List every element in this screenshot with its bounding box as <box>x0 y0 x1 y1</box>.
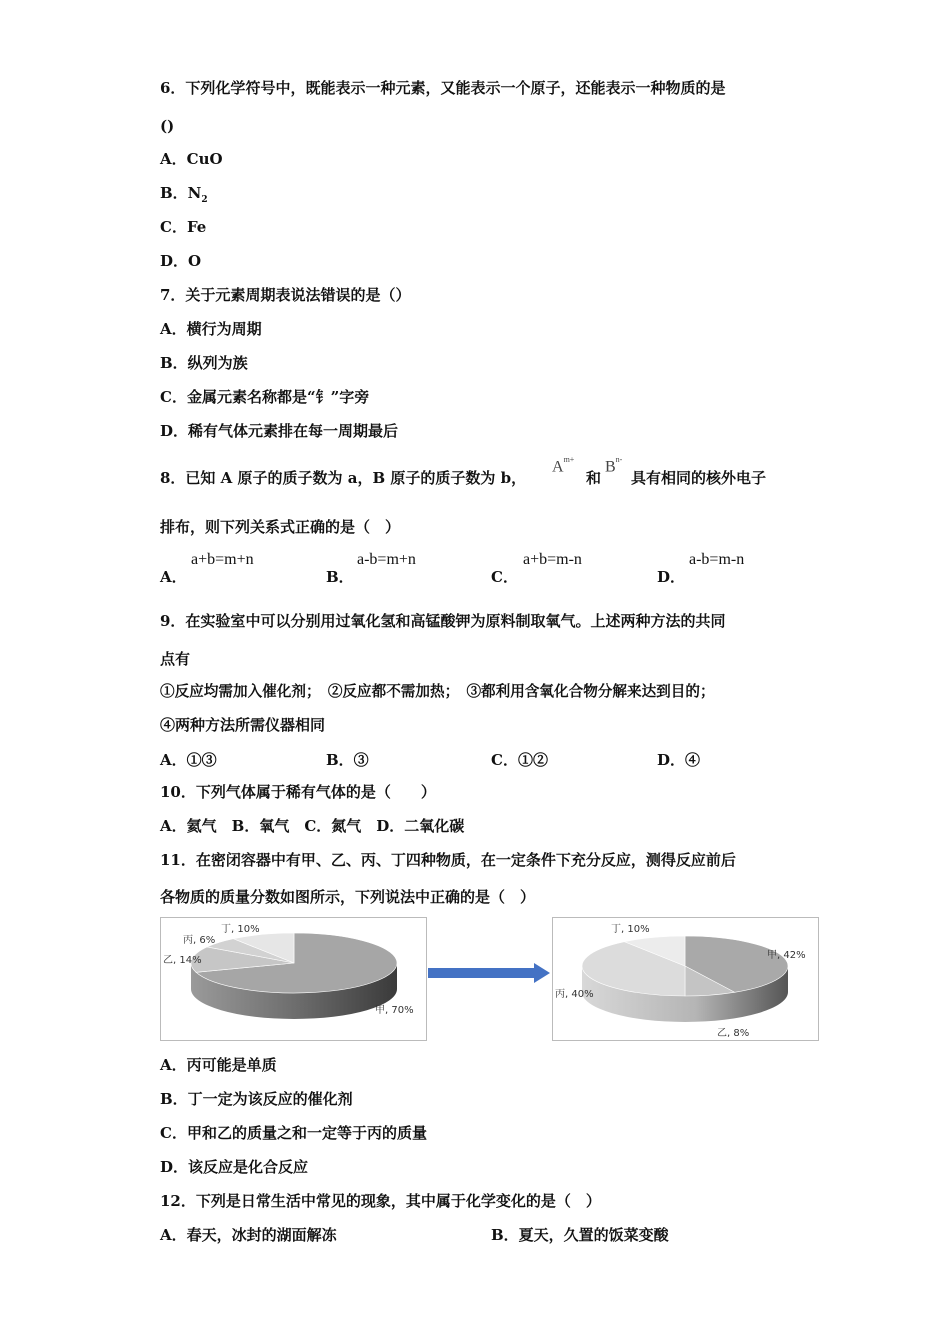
pie-after-label-yi: 乙, 8% <box>717 1028 750 1039</box>
q8-ion-a <box>552 455 575 476</box>
q8-option-b-letter: B． <box>326 568 354 586</box>
q9-statements-1: ①反应均需加入催化剂； ②反应都不需加热； ③都利用含氧化合物分解来达到目的； <box>160 683 715 700</box>
q8-option-a-formula: a+b=m+n <box>191 551 254 568</box>
q8-option-d-letter: D． <box>657 568 686 586</box>
q8-option-c-formula: a+b=m-n <box>523 551 582 568</box>
q9-option-c: C．①② <box>491 751 548 769</box>
pie-chart-after-svg <box>553 918 818 1040</box>
q9-stem-b: 点有 <box>160 650 191 668</box>
q8-option-d-formula: a-b=m-n <box>689 551 745 568</box>
q8-ion-b-symbol: B <box>605 458 616 476</box>
pie-chart-after <box>552 917 819 1041</box>
q6-option-b-text: B．N <box>160 184 202 202</box>
pie-before-label-ding: 丁, 10% <box>221 924 260 935</box>
q8-stem-a: 8．已知 A 原子的质子数为 a，B 原子的质子数为 b， <box>160 469 527 487</box>
q12-stem: 12．下列是日常生活中常见的现象，其中属于化学变化的是（ ） <box>160 1192 601 1210</box>
pie-after-label-ding: 丁, 10% <box>611 924 650 935</box>
q7-option-b: B．纵列为族 <box>160 354 248 372</box>
q8-option-c-letter: C． <box>491 568 518 586</box>
pie-before-label-bing: 丙, 6% <box>183 935 216 946</box>
q8-stem-c: 排布，则下列关系式正确的是（ ） <box>160 518 401 536</box>
q6-option-a: A．CuO <box>160 150 223 168</box>
q11-option-b: B．丁一定为该反应的催化剂 <box>160 1090 353 1108</box>
q7-stem: 7．关于元素周期表说法错误的是（） <box>160 286 411 304</box>
arrow-icon <box>428 963 552 983</box>
q8-and: 和 <box>586 469 602 487</box>
q8-stem-b: 具有相同的核外电子 <box>631 469 767 487</box>
q9-option-d: D．④ <box>657 751 701 769</box>
q6-stem: 6．下列化学符号中，既能表示一种元素，又能表示一个原子，还能表示一种物质的是 <box>160 79 726 97</box>
q9-stem-a: 9．在实验室中可以分别用过氧化氢和高锰酸钾为原料制取氧气。上述两种方法的共同 <box>160 612 726 630</box>
pie-chart-before <box>160 917 427 1041</box>
q6-option-d: D．O <box>160 252 202 270</box>
q6-paren: () <box>160 117 175 135</box>
q9-statements-2: ④两种方法所需仪器相同 <box>160 716 326 734</box>
q8-ion-a-charge: m+ <box>563 455 575 464</box>
q8-ion-b-charge: n- <box>615 455 623 464</box>
q9-option-a: A．①③ <box>160 751 217 769</box>
q10-options: A．氦气 B．氧气 C．氮气 D．二氧化碳 <box>160 817 465 835</box>
q6-option-c: C．Fe <box>160 218 207 236</box>
arrow-head <box>534 963 550 983</box>
pie-after-label-jia: 甲, 42% <box>767 950 806 961</box>
q7-option-d: D．稀有气体元素排在每一周期最后 <box>160 422 399 440</box>
q11-option-c: C．甲和乙的质量之和一定等于丙的质量 <box>160 1124 427 1142</box>
pie-after-label-bing: 丙, 40% <box>555 989 594 1000</box>
q7-option-a: A．横行为周期 <box>160 320 262 338</box>
q9-option-b: B．③ <box>326 751 369 769</box>
q12-option-b: B．夏天，久置的饭菜变酸 <box>491 1226 669 1244</box>
q10-stem: 10．下列气体属于稀有气体的是（ ） <box>160 783 436 801</box>
q6-option-b-subscript: 2 <box>201 195 208 205</box>
q12-option-a: A．春天，冰封的湖面解冻 <box>160 1226 337 1244</box>
q11-option-a: A．丙可能是单质 <box>160 1056 277 1074</box>
q8-option-a-letter: A． <box>160 568 187 586</box>
q8-option-b-formula: a-b=m+n <box>357 551 416 568</box>
q11-option-d: D．该反应是化合反应 <box>160 1158 309 1176</box>
pie-before-label-jia: 甲, 70% <box>375 1005 414 1016</box>
q11-stem-b: 各物质的质量分数如图所示，下列说法中正确的是（ ） <box>160 888 536 906</box>
pie-before-label-yi: 乙, 14% <box>163 955 202 966</box>
arrow-shaft <box>428 968 536 978</box>
q8-ion-a-symbol: A <box>552 458 564 476</box>
q11-stem-a: 11．在密闭容器中有甲、乙、丙、丁四种物质，在一定条件下充分反应，测得反应前后 <box>160 851 736 869</box>
q7-option-c: C．金属元素名称都是“钅”字旁 <box>160 388 370 406</box>
q8-ion-b <box>605 455 623 476</box>
q6-option-b <box>160 184 208 209</box>
